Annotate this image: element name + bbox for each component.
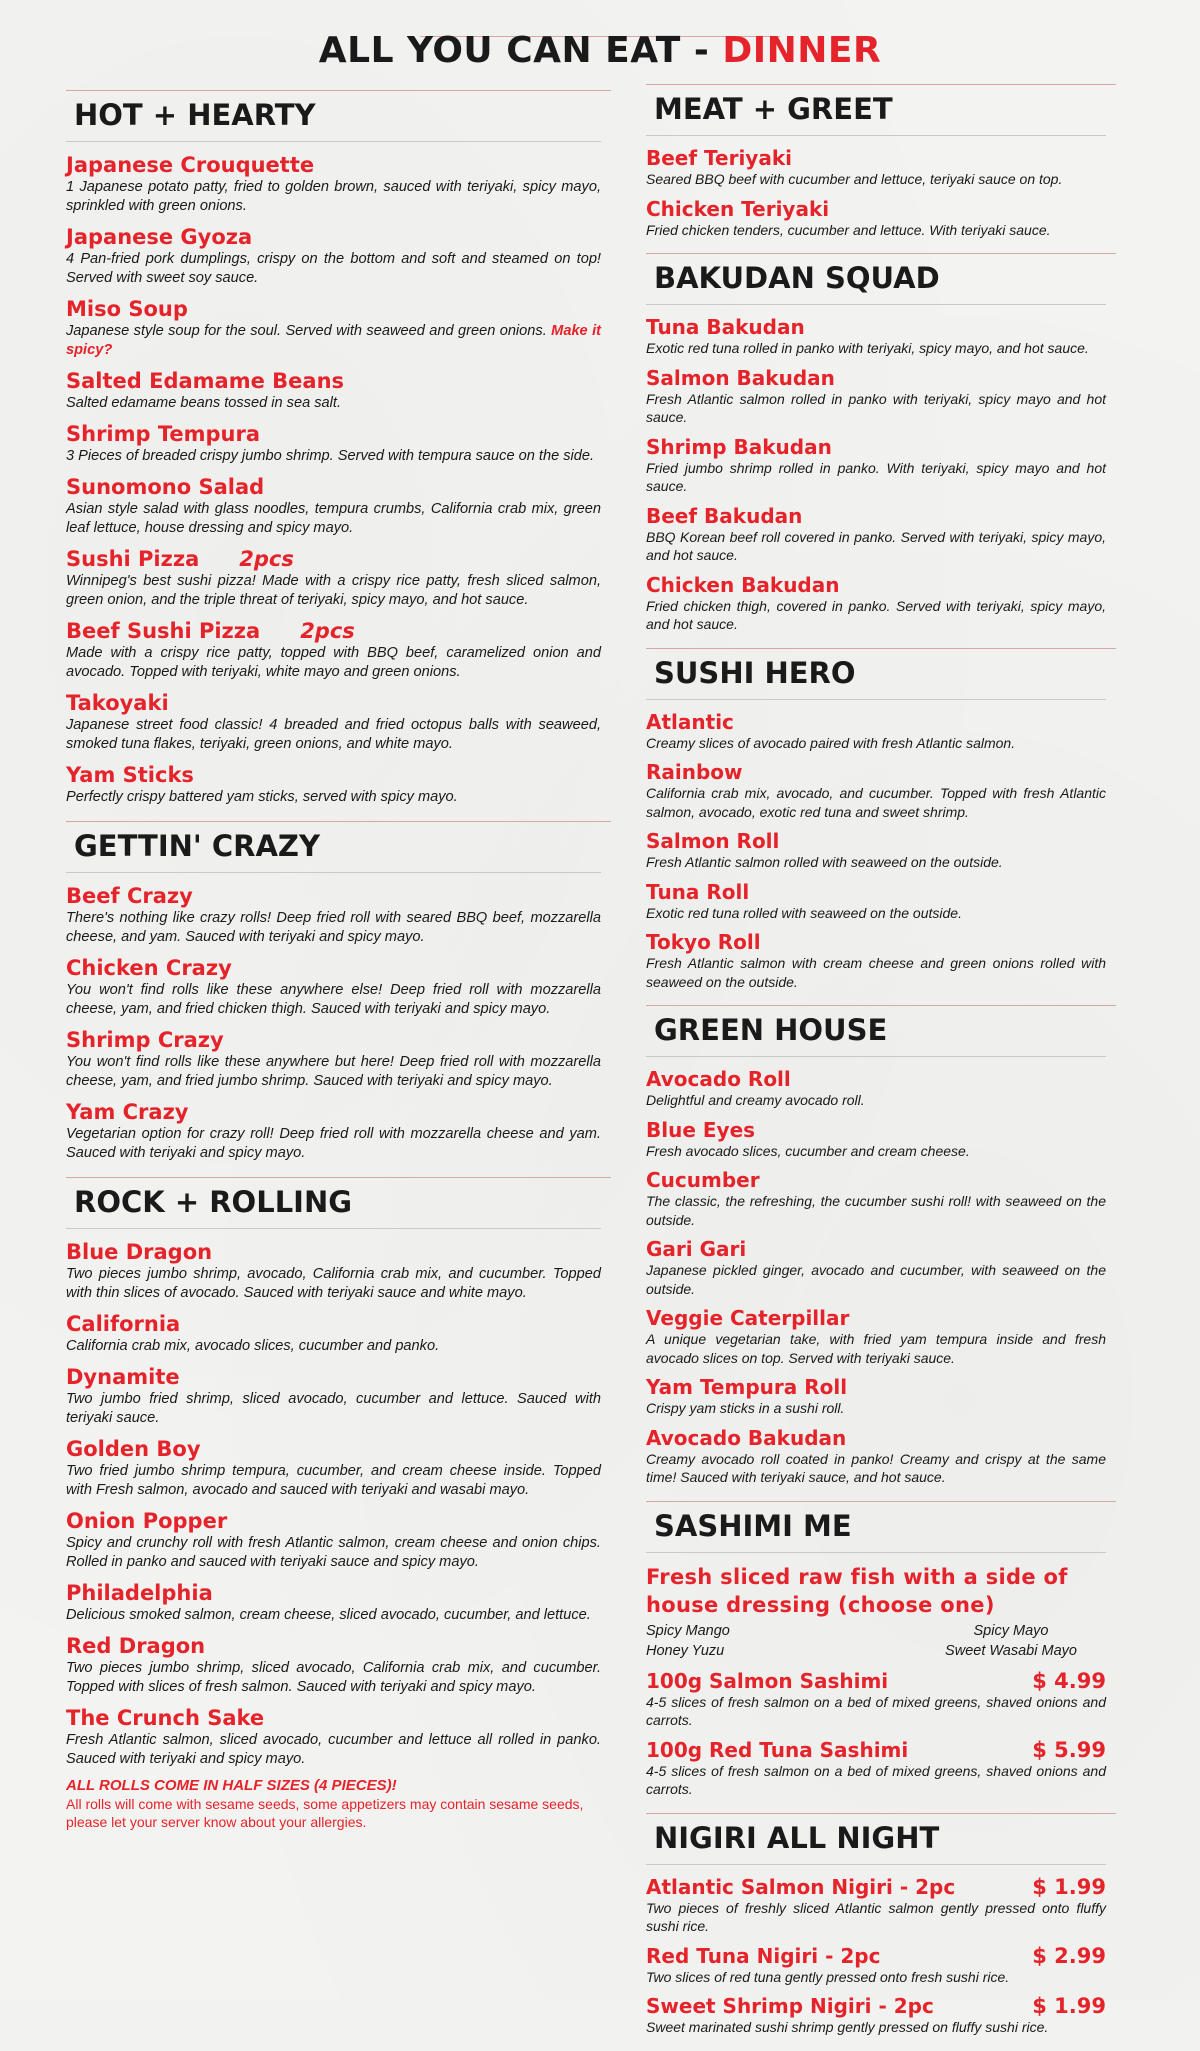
menu-item xyxy=(66,1027,601,1091)
item-description xyxy=(646,528,1106,565)
dressing-options xyxy=(646,1621,1106,1661)
menu-item xyxy=(66,1580,601,1625)
menu-item xyxy=(66,618,601,682)
item-description xyxy=(646,170,1106,189)
item-name: Beef Bakudan xyxy=(646,503,803,528)
half-size-note: ALL ROLLS COME IN HALF SIZES (4 PIECES)! xyxy=(66,1777,397,1794)
item-list xyxy=(646,1875,1106,2037)
section-heading: NIGIRI ALL NIGHT xyxy=(646,1813,1106,1865)
item-list xyxy=(646,1669,1106,1799)
item-description-text: Fresh Atlantic salmon, sliced avocado, cucumber and lettuce all rolled in panko. Sauced with teriyaki and spicy mayo. xyxy=(66,1732,601,1767)
item-description-text: Two fried jumbo shrimp tempura, cucumber, and cream cheese inside. Topped with Fresh salmon, avocado and sauced with teriyaki and wasabi mayo. xyxy=(66,1463,601,1498)
item-description xyxy=(646,904,1106,923)
item-description-text: There's nothing like crazy rolls! Deep fried roll with seared BBQ beef, mozzarella cheese, and yam. Sauced with teriyaki and spicy mayo. xyxy=(66,910,601,945)
item-description-text: Perfectly crispy battered yam sticks, served with spicy mayo. xyxy=(66,789,458,805)
menu-item xyxy=(646,1669,1106,1730)
item-description-text: Fried jumbo shrimp rolled in panko. With teriyaki, spicy mayo and hot sauce. xyxy=(646,459,1106,494)
item-description-text: Japanese style soup for the soul. Served with seaweed and green onions. xyxy=(66,323,547,339)
item-description-text: Fresh Atlantic salmon with cream cheese and green onions rolled with seaweed on the outside. xyxy=(646,955,1106,990)
menu-item xyxy=(66,1633,601,1697)
item-description xyxy=(66,981,601,1019)
dressing-option: Spicy Mango xyxy=(646,1622,730,1639)
section-heading: HOT + HEARTY xyxy=(66,90,601,142)
item-description xyxy=(646,734,1106,753)
item-name: Shrimp Crazy xyxy=(66,1028,224,1052)
item-description xyxy=(646,1261,1106,1298)
item-description xyxy=(646,1330,1106,1367)
menu-item xyxy=(646,1944,1106,1987)
item-name: Yam Crazy xyxy=(66,1100,189,1124)
menu-item xyxy=(646,504,1106,565)
item-description xyxy=(66,1462,601,1500)
section-sushi-hero xyxy=(646,648,1106,992)
item-name: Chicken Crazy xyxy=(66,956,232,980)
item-description-text: California crab mix, avocado, and cucumber. Topped with fresh Atlantic salmon, avocado, exotic red tuna and sweet shrimp. xyxy=(646,785,1106,820)
item-name: Yam Tempura Roll xyxy=(646,1375,848,1399)
item-description-text: Seared BBQ beef with cucumber and lettuce, teriyaki sauce on top. xyxy=(646,171,1063,187)
menu-item xyxy=(66,546,601,610)
item-description-text: Made with a crispy rice patty, topped with BBQ beef, caramelized onion and avocado. Topped with teriyaki, white mayo and green onions. xyxy=(66,645,601,680)
menu-item xyxy=(646,1306,1106,1367)
item-description-text: Exotic red tuna rolled in panko with teriyaki, spicy mayo, and hot sauce. xyxy=(646,340,1089,356)
section-heading: BAKUDAN SQUAD xyxy=(646,253,1106,305)
section-hot-hearty xyxy=(66,90,601,807)
menu-item xyxy=(646,1118,1106,1161)
item-name: Onion Popper xyxy=(66,1509,228,1533)
section-bakudan-squad xyxy=(646,253,1106,634)
item-name: California xyxy=(66,1312,181,1336)
item-description xyxy=(66,322,601,360)
section-heading: SUSHI HERO xyxy=(646,648,1106,700)
item-name: Beef Crazy xyxy=(66,884,193,908)
item-description-extra: Make it spicy? xyxy=(66,323,601,358)
menu-item xyxy=(66,762,601,807)
item-description-text: You won't find rolls like these anywhere else! Deep fried roll with mozzarella cheese, yam, and fried chicken thigh. Sauced with teriyaki and spicy mayo. xyxy=(66,982,601,1017)
allergy-note: All rolls will come with sesame seeds, some appetizers may contain sesame seeds, please let your server know about your allergies. xyxy=(66,1796,584,1830)
item-name: Atlantic Salmon Nigiri - 2pc xyxy=(646,1874,956,1899)
item-name: Shrimp Bakudan xyxy=(646,434,832,459)
section-rock-rolling xyxy=(66,1177,601,1831)
item-description-text: Fried chicken tenders, cucumber and lettuce. With teriyaki sauce. xyxy=(646,221,1051,238)
section-nigiri xyxy=(646,1813,1106,2037)
item-name: Blue Eyes xyxy=(646,1117,756,1142)
menu-item xyxy=(646,1994,1106,2037)
section-heading: ROCK + ROLLING xyxy=(66,1177,601,1229)
item-list xyxy=(646,315,1106,634)
dressing-option: Sweet Wasabi Mayo xyxy=(945,1642,1077,1659)
item-price: $ 5.99 xyxy=(1032,1737,1106,1762)
item-description xyxy=(66,788,601,807)
item-name: Tuna Bakudan xyxy=(646,315,805,339)
item-description-text: Vegetarian option for crazy roll! Deep fried roll with mozzarella cheese and yam. Sauced with teriyaki and spicy mayo. xyxy=(66,1126,601,1161)
item-description-text: Fresh Atlantic salmon rolled with seaweed on the outside. xyxy=(646,854,1003,870)
item-description-text: Two jumbo fried shrimp, sliced avocado, cucumber and lettuce. Sauced with teriyaki sauce. xyxy=(66,1391,601,1426)
item-name: Japanese Gyoza xyxy=(66,225,253,249)
section-green-house xyxy=(646,1005,1106,1487)
menu-item xyxy=(646,829,1106,872)
item-description-text: Fresh Atlantic salmon rolled in panko with teriyaki, spicy mayo and hot sauce. xyxy=(646,390,1106,425)
item-description-text: Two slices of red tuna gently pressed onto fresh sushi rice. xyxy=(646,1968,1010,1985)
menu-item xyxy=(646,1426,1106,1487)
section-sashimi-me xyxy=(646,1501,1106,1799)
item-description xyxy=(66,1390,601,1428)
item-description xyxy=(646,1450,1106,1487)
menu-item xyxy=(66,883,601,947)
item-name: Red Dragon xyxy=(66,1634,206,1658)
item-name: Gari Gari xyxy=(646,1237,747,1261)
menu-item xyxy=(66,1099,601,1163)
item-description-text: The classic, the refreshing, the cucumber sushi roll! with seaweed on the outside. xyxy=(646,1193,1106,1228)
section-heading: GETTIN' CRAZY xyxy=(66,821,601,873)
item-price: $ 4.99 xyxy=(1032,1668,1106,1693)
menu-item xyxy=(646,880,1106,923)
item-description xyxy=(646,1091,1106,1110)
item-description xyxy=(646,390,1106,427)
item-name: Sushi Pizza xyxy=(66,547,200,571)
item-name: Golden Boy xyxy=(66,1437,201,1461)
item-description-text: Asian style salad with glass noodles, tempura crumbs, California crab mix, green leaf lettuce, house dressing and spicy mayo. xyxy=(66,501,601,536)
item-description-text: Exotic red tuna rolled with seaweed on the outside. xyxy=(646,904,962,921)
item-description xyxy=(66,500,601,538)
item-price: $ 2.99 xyxy=(1032,1943,1106,1968)
menu-item xyxy=(66,421,601,466)
item-name: Avocado Bakudan xyxy=(646,1425,847,1450)
item-description-text: A unique vegetarian take, with fried yam tempura inside and fresh avocado slices on top. Served with teriyaki sauce. xyxy=(646,1331,1106,1366)
menu-item xyxy=(66,690,601,754)
item-name: Chicken Teriyaki xyxy=(646,196,830,221)
item-description-text: Salted edamame beans tossed in sea salt. xyxy=(66,395,342,411)
item-name: Yam Sticks xyxy=(66,763,194,787)
item-name: Cucumber xyxy=(646,1168,760,1192)
menu-item xyxy=(646,930,1106,991)
menu-item xyxy=(646,1168,1106,1229)
menu-item xyxy=(646,1738,1106,1799)
item-list xyxy=(646,146,1106,239)
item-description xyxy=(646,853,1106,872)
item-name: Beef Sushi Pizza xyxy=(66,619,261,643)
menu-item xyxy=(646,315,1106,358)
item-description xyxy=(646,1899,1106,1936)
item-description-text: Delicious smoked salmon, cream cheese, sliced avocado, cucumber, and lettuce. xyxy=(66,1607,591,1623)
item-description-text: 4-5 slices of fresh salmon on a bed of mixed greens, shaved onions and carrots. xyxy=(646,1693,1106,1728)
item-description xyxy=(646,1399,1106,1418)
menu-item xyxy=(66,955,601,1019)
item-list xyxy=(646,710,1106,992)
item-description-text: BBQ Korean beef roll covered in panko. Served with teriyaki, spicy mayo, and hot sauce. xyxy=(646,528,1106,563)
item-description-text: Creamy slices of avocado paired with fresh Atlantic salmon. xyxy=(646,734,1016,751)
item-tag: 2pcs xyxy=(300,619,355,643)
item-name: Japanese Crouquette xyxy=(66,153,315,177)
item-description xyxy=(646,784,1106,821)
item-description xyxy=(646,1192,1106,1229)
item-description xyxy=(66,1606,601,1625)
item-name: Salted Edamame Beans xyxy=(66,369,345,393)
item-name: Sunomono Salad xyxy=(66,475,265,499)
item-description xyxy=(66,394,601,413)
item-name: Chicken Bakudan xyxy=(646,572,840,597)
item-name: Beef Teriyaki xyxy=(646,146,792,170)
item-description xyxy=(646,1968,1106,1987)
item-name: The Crunch Sake xyxy=(66,1706,265,1730)
menu-item xyxy=(66,474,601,538)
section-meat-greet xyxy=(646,84,1106,239)
item-description-text: Two pieces jumbo shrimp, sliced avocado, California crab mix, and cucumber. Topped with slices of fresh salmon. Sauced with teriyaki and spicy mayo. xyxy=(66,1660,601,1695)
item-tag: 2pcs xyxy=(239,547,294,571)
menu-item xyxy=(66,368,601,413)
item-description-text: Japanese street food classic! 4 breaded and fried octopus balls with seaweed, smoked tuna flakes, teriyaki, green onions, and white mayo. xyxy=(66,717,601,752)
item-description-text: Two pieces of freshly sliced Atlantic salmon gently pressed onto fluffy sushi rice. xyxy=(646,1899,1106,1934)
item-description-text: Delightful and creamy avocado roll. xyxy=(646,1092,865,1108)
menu-item xyxy=(66,152,601,216)
item-description xyxy=(66,716,601,754)
menu-item xyxy=(66,296,601,360)
item-description xyxy=(66,1265,601,1303)
item-description xyxy=(646,1142,1106,1161)
menu-item xyxy=(66,224,601,288)
menu-title-prefix: ALL YOU CAN EAT - xyxy=(318,30,723,71)
menu-item xyxy=(66,1705,601,1769)
item-list xyxy=(646,1067,1106,1487)
item-description-text: Japanese pickled ginger, avocado and cucumber, with seaweed on the outside. xyxy=(646,1262,1106,1297)
item-price: $ 1.99 xyxy=(1032,1994,1106,2018)
item-name: Dynamite xyxy=(66,1365,180,1389)
item-description-text: Two pieces jumbo shrimp, avocado, California crab mix, and cucumber. Topped with thin slices of avocado. Sauced with teriyaki sauce and white mayo. xyxy=(66,1266,601,1301)
sashimi-intro: Fresh sliced raw fish with a side of house dressing (choose one) xyxy=(646,1564,1068,1617)
item-description-text: 4 Pan-fried pork dumplings, crispy on the bottom and soft and steamed on top! Served with sweet soy sauce. xyxy=(66,251,601,286)
item-description xyxy=(66,447,601,466)
item-description xyxy=(66,1053,601,1091)
item-description-text: 4-5 slices of fresh salmon on a bed of mixed greens, shaved onions and carrots. xyxy=(646,1762,1106,1797)
item-name: Salmon Roll xyxy=(646,829,780,853)
footnote xyxy=(66,1777,601,1831)
menu-item xyxy=(646,760,1106,821)
menu-title xyxy=(0,30,1200,71)
item-description xyxy=(66,644,601,682)
item-description-text: Crispy yam sticks in a sushi roll. xyxy=(646,1400,845,1416)
item-description xyxy=(646,2018,1106,2037)
item-list xyxy=(66,152,601,807)
item-description xyxy=(646,221,1106,240)
item-description-text: Sweet marinated sushi shrimp gently pressed on fluffy sushi rice. xyxy=(646,2019,1049,2035)
item-name: Atlantic xyxy=(646,709,734,734)
menu-item xyxy=(66,1436,601,1500)
dressing-option: Spicy Mayo xyxy=(973,1622,1049,1639)
item-description-text: You won't find rolls like these anywhere but here! Deep fried roll with mozzarella cheese, yam, and fried jumbo shrimp. Sauced with teriyaki and spicy mayo. xyxy=(66,1054,601,1089)
menu-title-highlight: DINNER xyxy=(722,30,882,71)
item-name: Takoyaki xyxy=(66,691,169,715)
item-name: Salmon Bakudan xyxy=(646,365,835,390)
item-description xyxy=(66,1659,601,1697)
menu-item xyxy=(646,573,1106,634)
item-description-text: 1 Japanese potato patty, fried to golden brown, sauced with teriyaki, spicy mayo, sprinkled with green onions. xyxy=(66,179,601,214)
item-description xyxy=(646,1762,1106,1799)
item-list xyxy=(66,1239,601,1769)
item-description xyxy=(646,954,1106,991)
dressing-option: Honey Yuzu xyxy=(646,1642,725,1659)
item-description-text: California crab mix, avocado slices, cucumber and panko. xyxy=(66,1338,440,1354)
menu-item xyxy=(66,1364,601,1428)
item-description xyxy=(66,1534,601,1572)
item-description xyxy=(66,1125,601,1163)
section-gettin-crazy xyxy=(66,821,601,1163)
section-heading: MEAT + GREET xyxy=(646,84,1106,136)
menu-item xyxy=(66,1508,601,1572)
item-description xyxy=(646,459,1106,496)
item-name: 100g Red Tuna Sashimi xyxy=(646,1737,909,1762)
menu-item xyxy=(646,710,1106,753)
menu-item xyxy=(646,1375,1106,1418)
item-description xyxy=(66,909,601,947)
item-name: Veggie Caterpillar xyxy=(646,1306,850,1330)
item-description xyxy=(66,572,601,610)
item-name: Rainbow xyxy=(646,760,743,784)
menu-item xyxy=(66,1239,601,1303)
item-name: Tokyo Roll xyxy=(646,930,761,954)
menu-item xyxy=(646,1237,1106,1298)
item-description-text: Fried chicken thigh, covered in panko. Served with teriyaki, spicy mayo, and hot sauce. xyxy=(646,597,1106,632)
item-name: Sweet Shrimp Nigiri - 2pc xyxy=(646,1994,934,2018)
item-name: Shrimp Tempura xyxy=(66,422,261,446)
left-column xyxy=(66,90,601,1845)
item-description-text: Fresh avocado slices, cucumber and cream cheese. xyxy=(646,1142,970,1159)
item-description xyxy=(66,1731,601,1769)
item-name: 100g Salmon Sashimi xyxy=(646,1668,889,1693)
item-description xyxy=(66,1337,601,1356)
item-description-text: 3 Pieces of breaded crispy jumbo shrimp. Served with tempura sauce on the side. xyxy=(66,448,595,464)
menu-item xyxy=(646,146,1106,189)
item-name: Avocado Roll xyxy=(646,1067,791,1091)
item-description-text: Spicy and crunchy roll with fresh Atlantic salmon, cream cheese and onion chips. Rolled in panko and sauced with teriyaki sauce and spicy mayo. xyxy=(66,1535,601,1570)
section-heading: GREEN HOUSE xyxy=(646,1005,1106,1057)
item-description xyxy=(646,597,1106,634)
item-name: Red Tuna Nigiri - 2pc xyxy=(646,1943,881,1968)
item-name: Philadelphia xyxy=(66,1581,213,1605)
item-description xyxy=(646,339,1106,358)
section-heading: SASHIMI ME xyxy=(646,1501,1106,1553)
menu-item xyxy=(66,1311,601,1356)
item-description xyxy=(646,1693,1106,1730)
menu-item xyxy=(646,1067,1106,1110)
menu-item xyxy=(646,435,1106,496)
menu-item xyxy=(646,197,1106,240)
item-name: Miso Soup xyxy=(66,297,188,321)
item-price: $ 1.99 xyxy=(1032,1874,1106,1899)
item-description xyxy=(66,250,601,288)
item-description xyxy=(66,178,601,216)
item-list xyxy=(66,883,601,1163)
menu-item xyxy=(646,1875,1106,1936)
right-column xyxy=(646,84,1106,2051)
menu-item xyxy=(646,366,1106,427)
item-description-text: Creamy avocado roll coated in panko! Creamy and crispy at the same time! Sauced with teriyaki sauce, and hot sauce. xyxy=(646,1450,1106,1485)
item-name: Tuna Roll xyxy=(646,879,750,904)
item-description-text: Winnipeg's best sushi pizza! Made with a crispy rice patty, fresh sliced salmon, green onion, and the triple threat of teriyaki, spicy mayo, and hot sauce. xyxy=(66,573,601,608)
item-name: Blue Dragon xyxy=(66,1240,213,1264)
